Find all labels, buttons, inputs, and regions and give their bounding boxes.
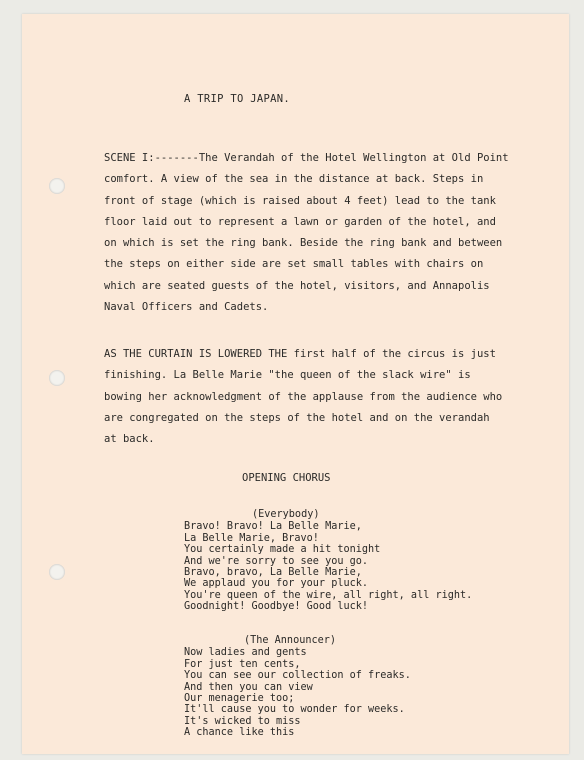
punch-hole: [49, 178, 65, 194]
lyric-line: You're queen of the wire, all right, all right.: [184, 589, 473, 601]
lyric-line: A chance like this: [184, 727, 295, 739]
lyric-line: Goodnight! Goodbye! Good luck!: [184, 601, 369, 613]
punch-hole: [49, 370, 65, 386]
chorus-heading: OPENING CHORUS: [242, 472, 331, 484]
lyric-line: Now ladies and gents: [184, 647, 307, 659]
text-line: which are seated guests of the hotel, visitors, and Annapolis: [104, 279, 490, 292]
lyric-line: It'll cause you to wonder for weeks.: [184, 704, 405, 716]
document-title: A TRIP TO JAPAN.: [184, 93, 290, 105]
lyric-line: And then you can view: [184, 681, 313, 693]
text-line: SCENE I:-------The Verandah of the Hotel Wellington at Old Point: [104, 152, 509, 164]
lyric-line: Bravo! Bravo! La Belle Marie,: [184, 521, 362, 533]
text-line: front of stage (which is raised about 4 feet) lead to the tank: [104, 194, 496, 207]
text-line: floor laid out to represent a lawn or garden of the hotel, and: [104, 215, 496, 228]
verse-everybody: [184, 509, 472, 613]
text-line: are congregated on the steps of the hotel and on the verandah: [104, 411, 490, 424]
verse-announcer: [184, 635, 411, 739]
lyric-line: We applaud you for your pluck.: [184, 578, 369, 590]
lyric-line: You can see our collection of freaks.: [184, 670, 411, 682]
punch-hole: [49, 564, 65, 580]
lyric-line: You certainly made a hit tonight: [184, 544, 381, 556]
text-line: comfort. A view of the sea in the distance at back. Steps in: [104, 173, 484, 186]
lyric-line: It's wicked to miss: [184, 715, 301, 727]
lyric-line: La Belle Marie, Bravo!: [184, 532, 319, 544]
speaker-label: (Everybody): [252, 509, 320, 520]
text-line: the steps on either side are set small tables with chairs on: [104, 258, 484, 271]
speaker-label: (The Announcer): [244, 635, 337, 646]
typewritten-page: [22, 14, 569, 754]
text-line: Naval Officers and Cadets.: [104, 301, 269, 314]
lyric-line: Our menagerie too;: [184, 693, 295, 705]
lyric-line: For just ten cents,: [184, 658, 301, 670]
lyric-line: And we're sorry to see you go.: [184, 555, 369, 567]
text-line: bowing her acknowledgment of the applause from the audience who: [104, 390, 503, 403]
lyric-line: Bravo, bravo, La Belle Marie,: [184, 567, 362, 579]
curtain-paragraph: [104, 344, 556, 450]
text-line: on which is set the ring bank. Beside the ring bank and between: [104, 237, 503, 250]
text-line: finishing. La Belle Marie "the queen of the slack wire" is: [104, 369, 471, 382]
scene-paragraph: [104, 148, 556, 318]
text-line: at back.: [104, 433, 155, 446]
text-line: AS THE CURTAIN IS LOWERED THE first half of the circus is just: [104, 348, 496, 360]
